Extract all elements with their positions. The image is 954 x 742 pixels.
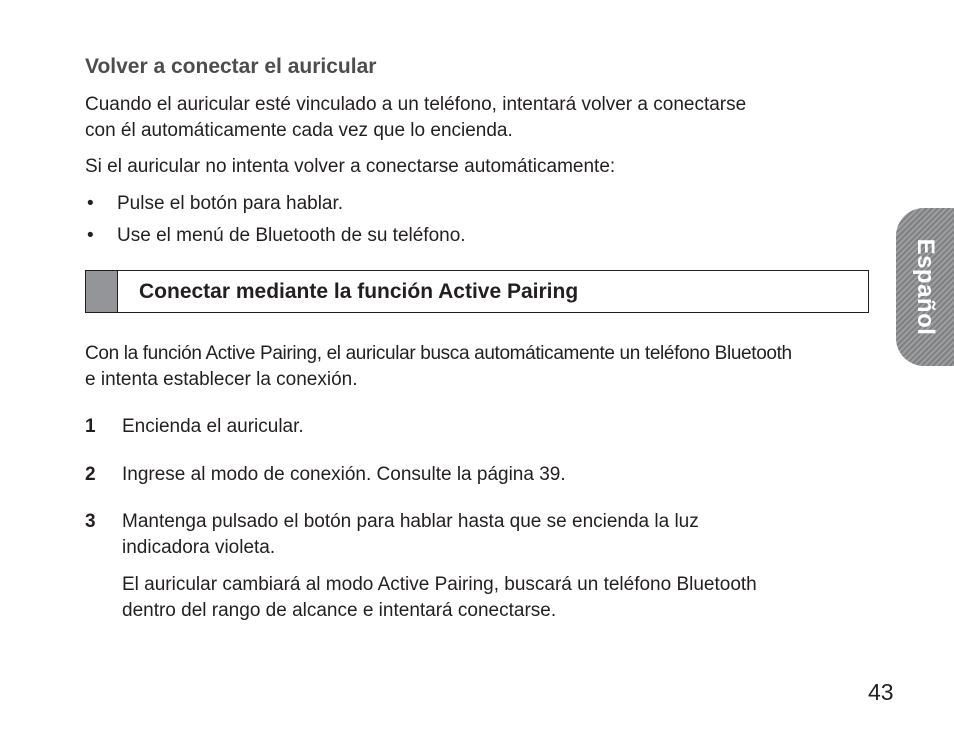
bullet-marker: • bbox=[87, 225, 94, 246]
step-number: 1 bbox=[85, 416, 96, 437]
active-pairing-intro bbox=[85, 341, 792, 393]
bullet-marker: • bbox=[87, 193, 94, 214]
step-3-text-line-1: Mantenga pulsado el botón para hablar hasta que se encienda la luz bbox=[122, 511, 699, 532]
section-header-marker bbox=[86, 271, 118, 312]
active-pairing-intro-line-2: e intenta establecer la conexión. bbox=[85, 369, 358, 390]
reconnect-paragraph-1-line-1: Cuando el auricular esté vinculado a un teléfono, intentará volver a conectarse bbox=[85, 94, 747, 115]
step-1-text: Encienda el auricular. bbox=[122, 416, 304, 437]
active-pairing-intro-line-1: Con la función Active Pairing, el auricular busca automáticamente un teléfono Bluetooth bbox=[85, 343, 792, 364]
language-tab-label: Español bbox=[912, 238, 939, 336]
reconnect-paragraph-2: Si el auricular no intenta volver a conectarse automáticamente: bbox=[85, 156, 616, 177]
step-3-note-line-1: El auricular cambiará al modo Active Pairing, buscará un teléfono Bluetooth bbox=[122, 574, 757, 595]
bullet-item-bluetooth-menu: Use el menú de Bluetooth de su teléfono. bbox=[117, 225, 466, 246]
bullet-item-press-button: Pulse el botón para hablar. bbox=[117, 193, 344, 214]
reconnect-paragraph-1-line-2: con él automáticamente cada vez que lo encienda. bbox=[85, 120, 513, 141]
step-3-note bbox=[122, 572, 757, 624]
step-3-note-line-2: dentro del rango de alcance e intentará conectarse. bbox=[122, 600, 557, 621]
step-2-text: Ingrese al modo de conexión. Consulte la página 39. bbox=[122, 464, 566, 485]
page-number: 43 bbox=[868, 679, 894, 705]
subheading-reconnect: Volver a conectar el auricular bbox=[85, 55, 377, 78]
section-title: Conectar mediante la función Active Pairing bbox=[139, 280, 579, 303]
step-3-text bbox=[122, 509, 699, 561]
step-3-text-line-2: indicadora violeta. bbox=[122, 537, 276, 558]
section-header-box bbox=[85, 270, 869, 313]
language-tab bbox=[896, 208, 954, 366]
reconnect-paragraph-1 bbox=[85, 92, 746, 144]
step-number: 3 bbox=[85, 511, 96, 532]
step-number: 2 bbox=[85, 464, 96, 485]
